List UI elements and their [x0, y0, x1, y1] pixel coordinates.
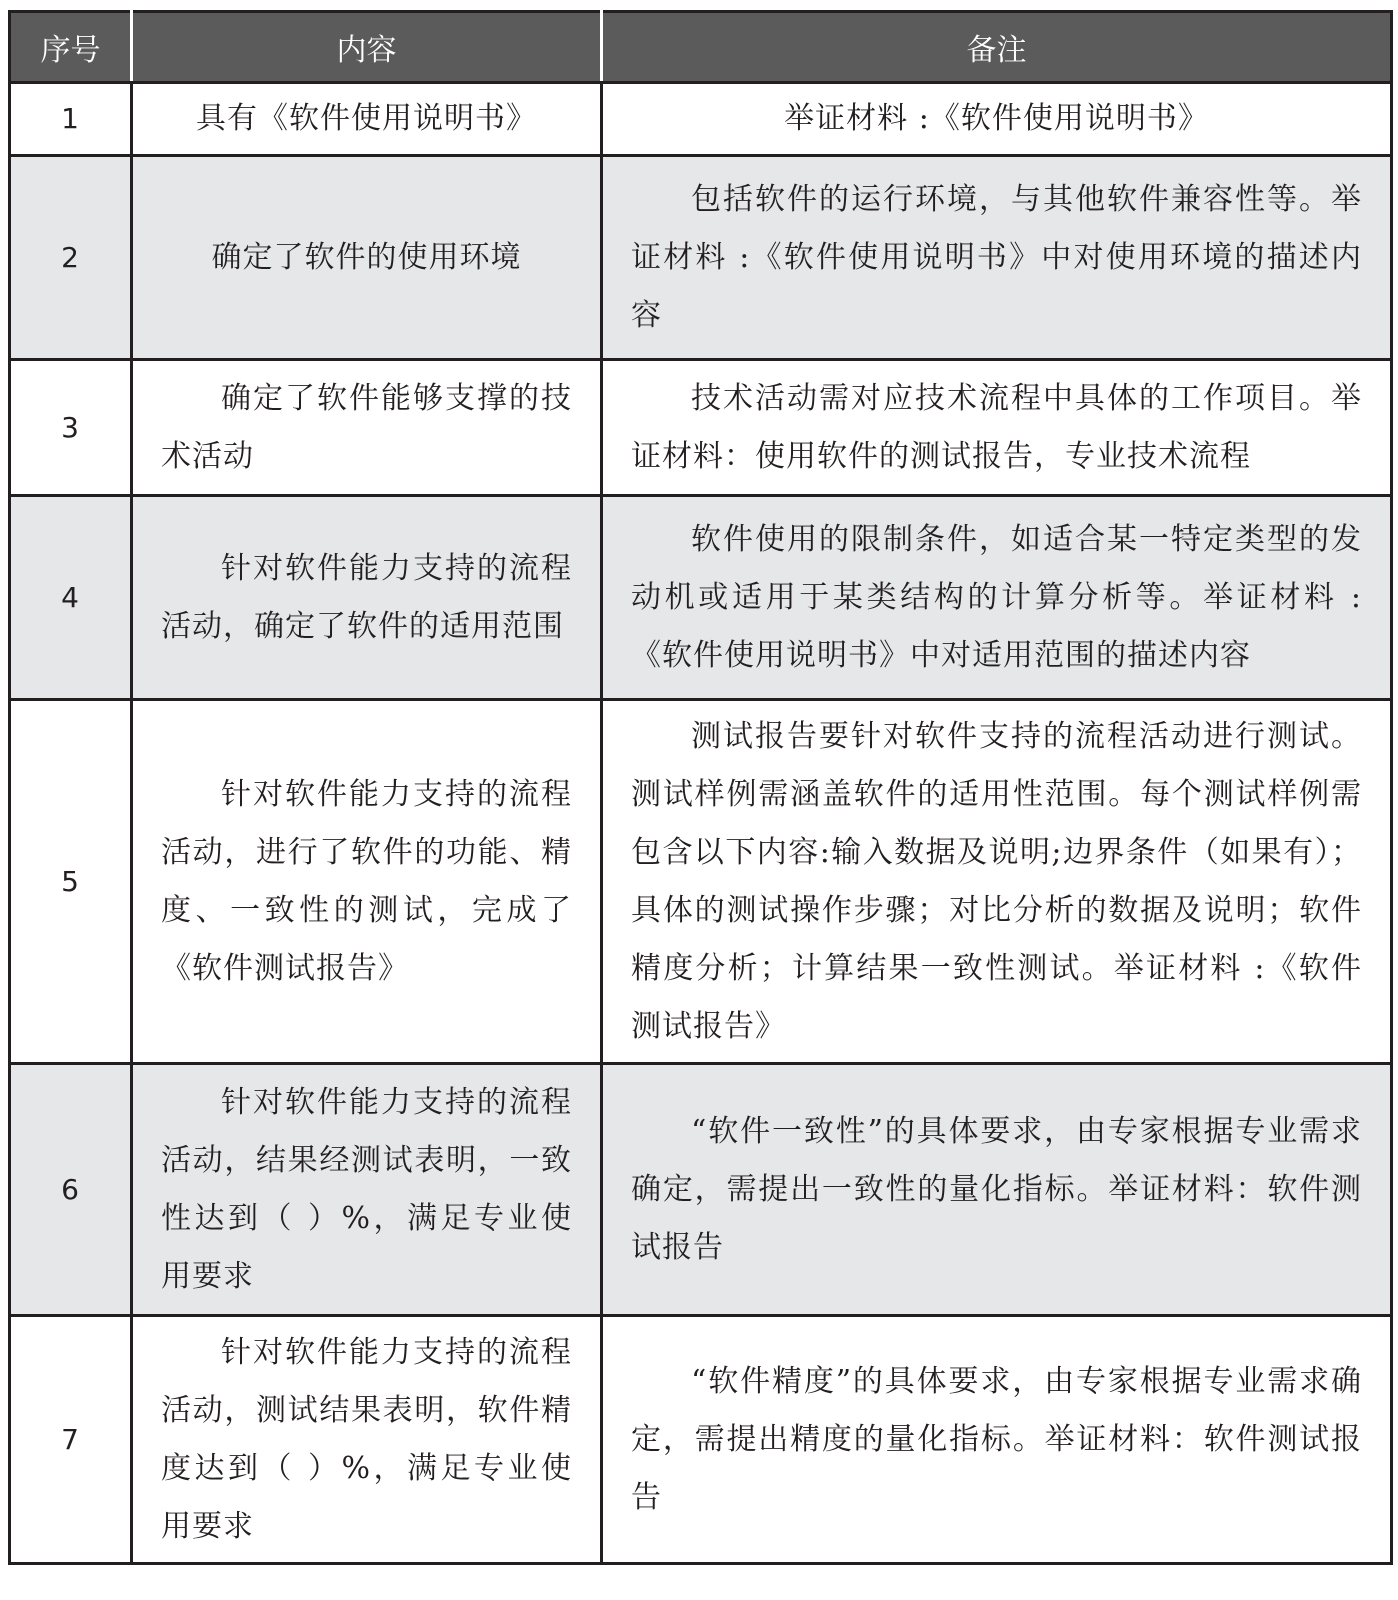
row-number: 5 [10, 700, 132, 1064]
row-content: 确定了软件的使用环境 [132, 156, 602, 360]
row-content: 确定了软件能够支撑的技术活动 [132, 360, 602, 496]
row-note: 测试报告要针对软件支持的流程活动进行测试。测试样例需涵盖软件的适用性范围。每个测试样例需包含以下内容:输入数据及说明;边界条件（如果有）；具体的测试操作步骤；对比分析的数据及说明；软件精度分析；计算结果一致性测试。举证材料 :《软件测试报告》 [602, 700, 1392, 1064]
row-number: 1 [10, 83, 132, 156]
header-note: 备注 [602, 12, 1392, 83]
row-note: 技术活动需对应技术流程中具体的工作项目。举证材料：使用软件的测试报告，专业技术流程 [602, 360, 1392, 496]
row-number: 2 [10, 156, 132, 360]
row-number: 4 [10, 496, 132, 700]
row-note: 举证材料 :《软件使用说明书》 [602, 83, 1392, 156]
row-content: 针对软件能力支持的流程活动，结果经测试表明，一致性达到（ ）%，满足专业使用要求 [132, 1064, 602, 1316]
table-row [10, 1316, 1392, 1564]
row-content: 针对软件能力支持的流程活动，测试结果表明，软件精度达到（ ）%，满足专业使用要求 [132, 1316, 602, 1564]
row-note: “软件精度”的具体要求，由专家根据专业需求确定，需提出精度的量化指标。举证材料：软件测试报告 [602, 1316, 1392, 1564]
row-content: 具有《软件使用说明书》 [132, 83, 602, 156]
row-content: 针对软件能力支持的流程活动，确定了软件的适用范围 [132, 496, 602, 700]
table-row [10, 360, 1392, 496]
table-row [10, 700, 1392, 1064]
row-note: 软件使用的限制条件，如适合某一特定类型的发动机或适用于某类结构的计算分析等。举证材料 :《软件使用说明书》中对适用范围的描述内容 [602, 496, 1392, 700]
requirements-table-container [8, 10, 1390, 1565]
row-note: 包括软件的运行环境，与其他软件兼容性等。举证材料 :《软件使用说明书》中对使用环境的描述内容 [602, 156, 1392, 360]
row-number: 3 [10, 360, 132, 496]
header-number: 序号 [10, 12, 132, 83]
table-row [10, 496, 1392, 700]
table-row [10, 156, 1392, 360]
header-content: 内容 [132, 12, 602, 83]
table-row [10, 1064, 1392, 1316]
table-header-row [10, 12, 1392, 83]
table-row [10, 83, 1392, 156]
row-number: 7 [10, 1316, 132, 1564]
row-content: 针对软件能力支持的流程活动，进行了软件的功能、精度、一致性的测试，完成了《软件测试报告》 [132, 700, 602, 1064]
row-number: 6 [10, 1064, 132, 1316]
requirements-table [8, 10, 1393, 1565]
row-note: “软件一致性”的具体要求，由专家根据专业需求确定，需提出一致性的量化指标。举证材料：软件测试报告 [602, 1064, 1392, 1316]
